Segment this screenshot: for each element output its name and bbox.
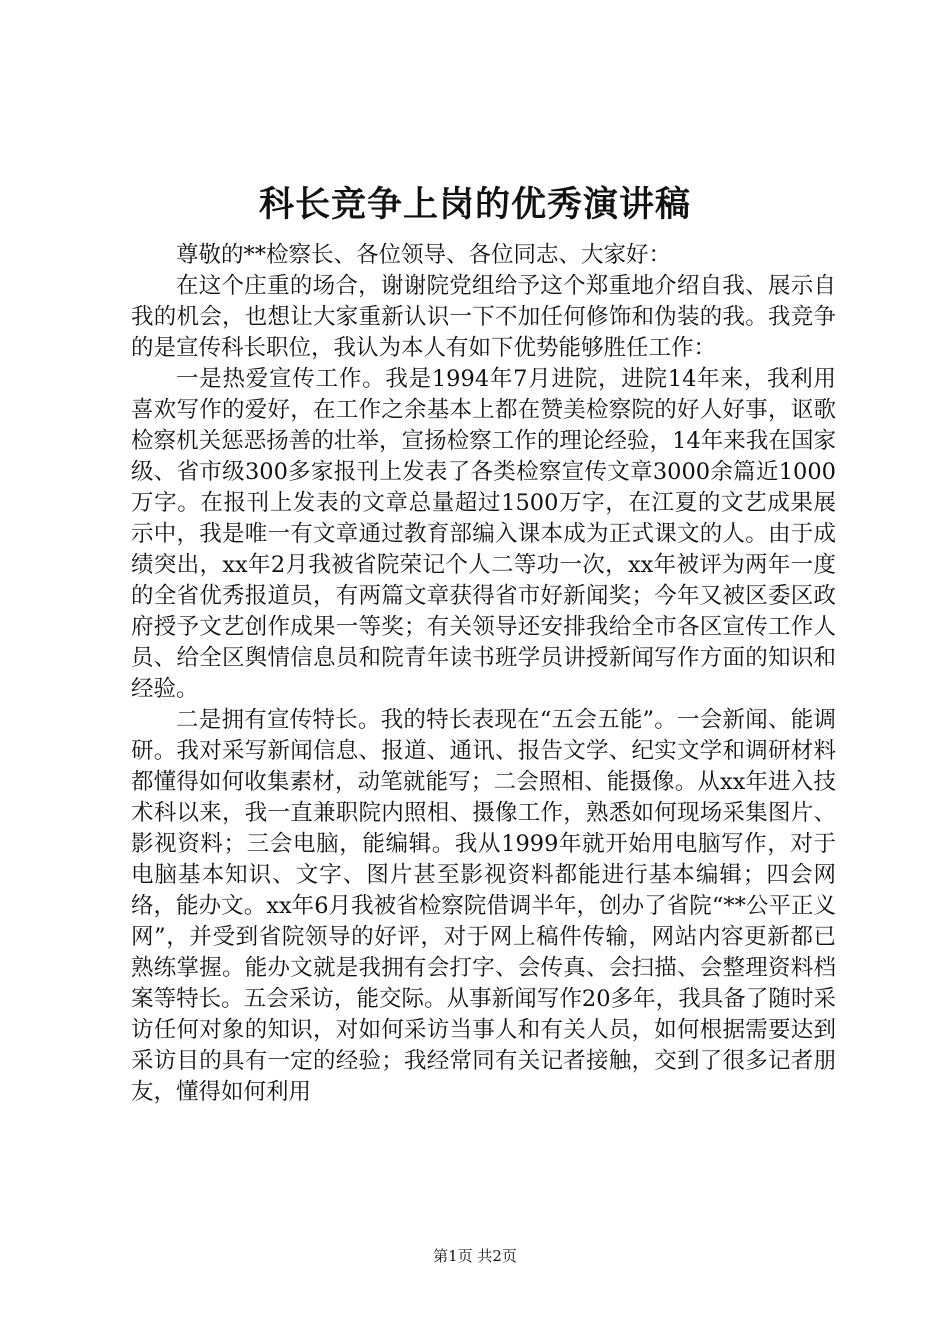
paragraph-point-two: 二是拥有宣传特长。我的特长表现在“五会五能”。一会新闻、能调研。我对采写新闻信息、报道、通讯、报告文学、纪实文学和调研材料都懂得如何收集素材，动笔就能写；二会照相、能摄像。从xx年进入技术科以来，我一直兼职院内照相、摄像工作，熟悉如何现场采集图片、影视资料；三会电脑，能编辑。我从1999年就开始用电脑写作，对于电脑基本知识、文字、图片甚至影视资料都能进行基本编辑；四会网络，能办文。xx年6月我被省检察院借调半年，创办了省院“**公平正义网”，并受到省院领导的好评，对于网上稿件传输，网站内容更新都已熟练掌握。能办文就是我拥有会打字、会传真、会扫描、会整理资料档案等特长。五会采访，能交际。从事新闻写作20多年，我具备了随时采访任何对象的知识，对如何采访当事人和有关人员，如何根据需要达到采访目的具有一定的经验；我经常同有关记者接触，交到了很多记者朋友，懂得如何利用 <box>131 707 836 1105</box>
document-body <box>131 240 836 1108</box>
paragraph-introduction: 在这个庄重的场合，谢谢院党组给予这个郑重地介绍自我、展示自我的机会，也想让大家重新认识一下不加任何修饰和伪装的我。我竞争的是宣传科长职位，我认为本人有如下优势能够胜任工作： <box>131 273 836 361</box>
page-footer: 第1页 共2页 <box>433 1247 517 1265</box>
document-title: 科长竞争上岗的优秀演讲稿 <box>258 184 691 225</box>
paragraph-point-one: 一是热爱宣传工作。我是1994年7月进院，进院14年来，我利用喜欢写作的爱好，在工作之余基本上都在赞美检察院的好人好事，讴歌检察机关惩恶扬善的壮举，宣扬检察工作的理论经验，14年来我在国家级、省市级300多家报刊上发表了各类检察宣传文章3000余篇近1000万字。在报刊上发表的文章总量超过1500万字，在江夏的文艺成果展示中，我是唯一有文章通过教育部编入课本成为正式课文的人。由于成绩突出，xx年2月我被省院荣记个人二等功一次，xx年被评为两年一度的全省优秀报道员，有两篇文章获得省市好新闻奖；今年又被区委区政府授予文艺创作成果一等奖；有关领导还安排我给全市各区宣传工作人员、给全区舆情信息员和院青年读书班学员讲授新闻写作方面的知识和经验。 <box>131 366 836 702</box>
paragraph-salutation: 尊敬的**检察长、各位领导、各位同志、大家好： <box>176 242 672 268</box>
